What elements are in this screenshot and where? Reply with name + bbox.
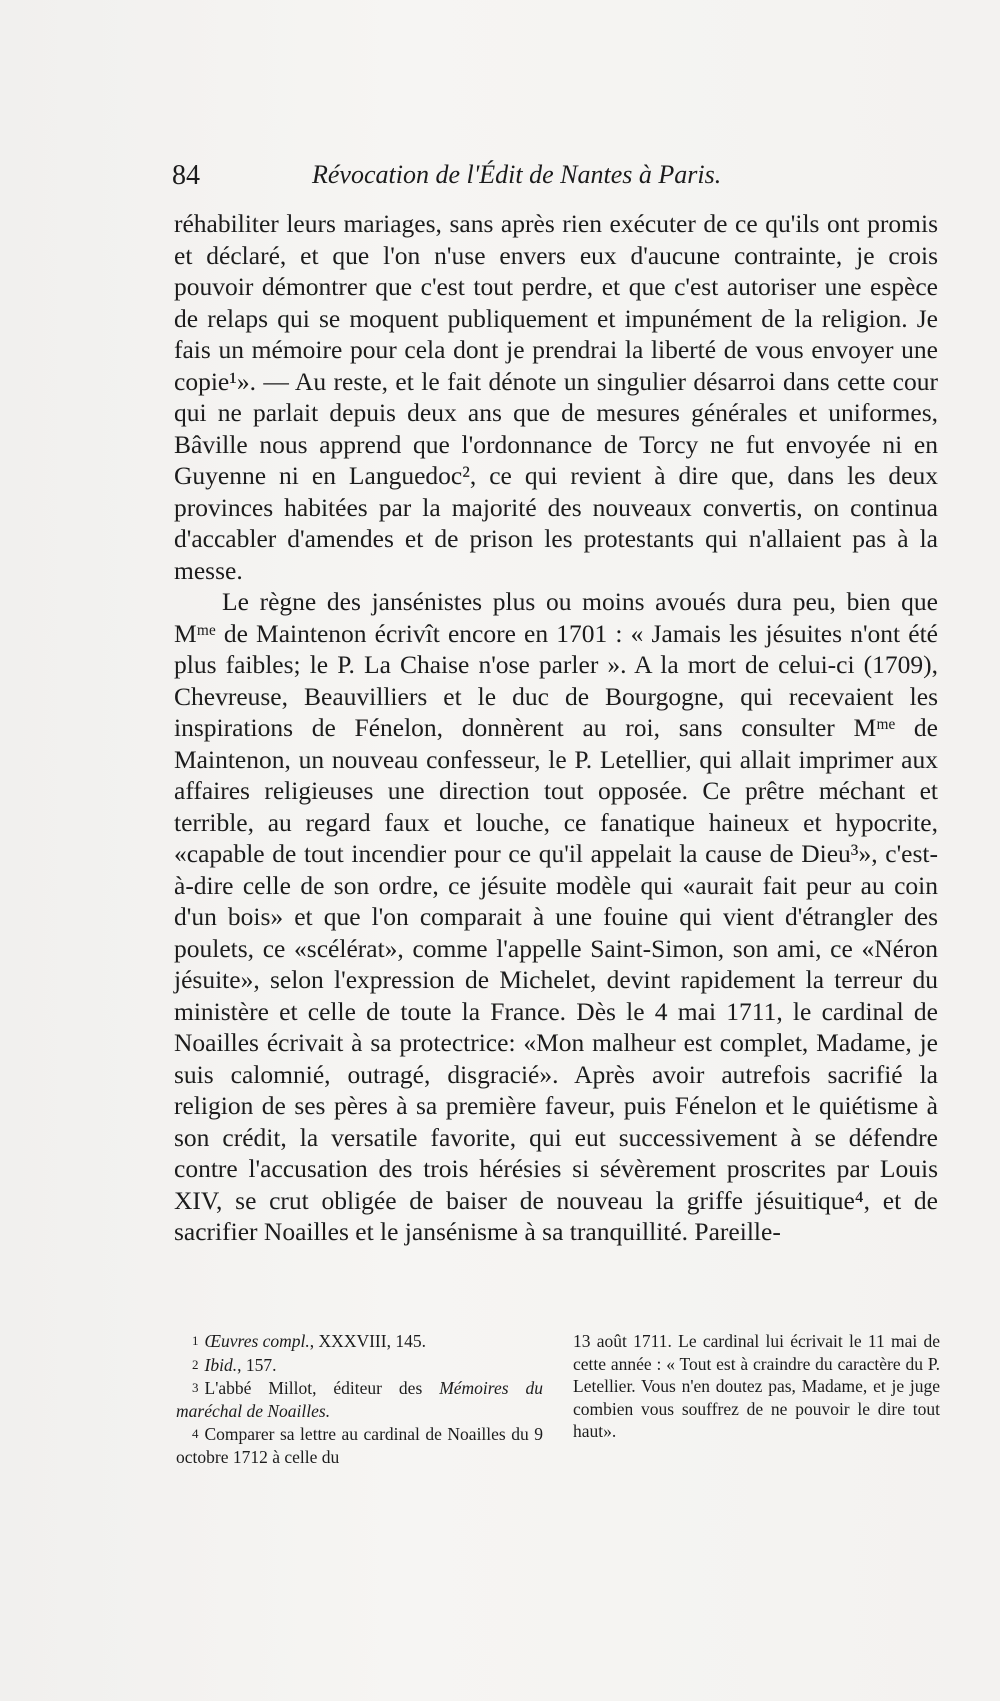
paragraph: Le règne des jansénistes plus ou moins avoués dura peu, bien que Mᵐᵉ de Maintenon écrivît encore en 1701 : « Jamais les jésuites n'ont été plus faibles; le P. La Chaise n'ose parler ». A la mort de celui-ci (1709), Chevreuse, Beauvilliers et le duc de Bourgogne, qui recevaient les inspirations de Fénelon, donnèrent au roi, sans consulter Mᵐᵉ de Maintenon, un nouveau confesseur, le P. Letellier, qui allait imprimer aux affaires religieuses une direction tout opposée. Ce prêtre méchant et terrible, au regard faux et louche, ce fanatique haineux et hypocrite, «capable de tout incendier pour ce qu'il appelait la cause de Dieu³», c'est-à-dire celle de son ordre, ce jésuite modèle qui «aurait fait peur au coin d'un bois» et que l'on comparait à une fouine qui vient d'étrangler des poulets, ce «scélérat», comme l'appelle Saint-Simon, son ami, ce «Néron jésuite», selon l'expression de Michelet, devint rapidement la terreur du ministère et celle de toute la France. Dès le 4 mai 1711, le cardinal de Noailles écrivait à sa protectrice: «Mon malheur est complet, Madame, je suis calomnié, outragé, disgracié». Après avoir autrefois sacrifié la religion de ses pères à sa première faveur, puis Fénelon et le quiétisme à son crédit, la versatile favorite, qui eut successivement à se défendre contre l'accusation des trois hérésies si sévèrement proscrites par Louis XIV, se crut obligée de baiser de nouveau la griffe jésuitique⁴, et de sacrifier Noailles et le jansénisme à sa tranquillité. Pareille- (174, 587, 938, 1246)
paragraph: réhabiliter leurs mariages, sans après rien exécuter de ce qu'ils ont promis et déclaré, et que l'on n'use envers eux d'aucune contrainte, je crois pouvoir démontrer que c'est tout perdre, et que c'est autoriser une espèce de relaps qui se moquent publiquement et impunément de la religion. Je fais un mémoire pour cela dont je prendrai la liberté de vous envoyer une copie¹». — Au reste, et le fait dénote un singulier désarroi dans cette cour qui ne parlait depuis deux ans que de mesures générales et uniformes, Bâville nous apprend que l'ordonnance de Torcy ne fut envoyée ni en Guyenne ni en Languedoc², ce qui revient à dire que, dans les deux provinces habitées par la majorité des nouveaux convertis, on continua d'accabler d'amendes et de prison les protestants qui n'allaient pas à la messe. (174, 209, 938, 585)
footnote-continuation: 13 août 1711. Le cardinal lui écrivait le 11 mai de cette année : « Tout est à craindre du caractère du P. Letellier. Vous n'en doutez pas, Madame, et je juge combien vous souffrez de ne pouvoir le dire tout haut». (573, 1331, 940, 1441)
footnote: 3 L'abbé Millot, éditeur des Mémoires du maréchal de Noailles. (176, 1378, 543, 1421)
footnote: 1 Œuvres compl., XXXVIII, 145. (192, 1331, 426, 1351)
footnote: 2 Ibid., 157. (192, 1354, 277, 1375)
running-title: Révocation de l'Édit de Nantes à Paris. (312, 160, 722, 189)
page-number: 84 (172, 160, 200, 191)
footnotes-right-column (573, 1330, 940, 1469)
main-text (174, 208, 938, 1248)
page-header (172, 160, 782, 200)
footnote: 4 Comparer sa lettre au cardinal de Noailles du 9 octobre 1712 à celle du (176, 1424, 543, 1467)
footnotes (176, 1330, 940, 1469)
footnotes-left-column (176, 1330, 543, 1469)
